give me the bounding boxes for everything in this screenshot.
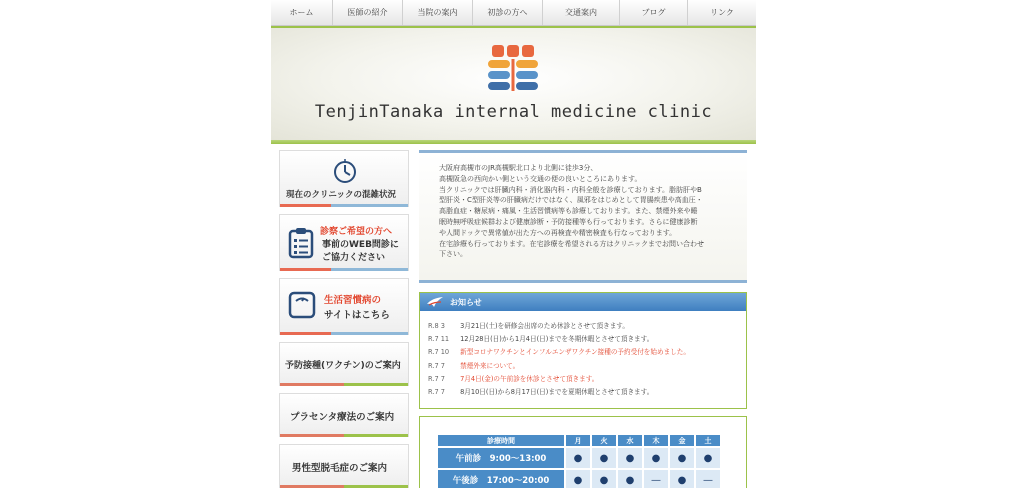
news-text: 3月21日(土)を研修会出席のため休診とさせて頂きます。 xyxy=(460,322,629,330)
vaccine-label: 予防接種(ワクチン)のご案内 xyxy=(285,361,401,371)
web-q-line2: 事前のWEB問診に xyxy=(322,240,399,250)
hours-row-label: 午前診 9:00〜13:00 xyxy=(438,448,564,468)
nav-item-doctor[interactable]: 医師の紹介 xyxy=(333,0,403,25)
site-wrapper xyxy=(271,0,756,488)
hours-row-morning xyxy=(438,448,720,468)
day-header: 水 xyxy=(618,435,642,446)
intro-line: 下さい。 xyxy=(439,250,467,259)
closed-mark: — xyxy=(651,474,661,486)
vaccine-banner[interactable] xyxy=(279,342,409,386)
hours-row-label: 午後診 17:00〜20:00 xyxy=(438,470,564,488)
day-header: 木 xyxy=(644,435,668,446)
intro-line: 在宅診療も行っております。在宅診療を希望される方はクリニックまでお問い合わせ xyxy=(439,239,705,248)
intro-line: 型肝炎・C型肝炎等の肝臓病だけではなく、風邪をはじめとして胃腸疾患や高血圧・ xyxy=(439,196,703,205)
placenta-banner[interactable] xyxy=(279,393,409,437)
news-section xyxy=(419,292,747,409)
aga-banner[interactable] xyxy=(279,444,409,488)
clipboard-icon xyxy=(288,227,314,259)
hours-header: 診療時間 xyxy=(438,435,564,446)
hours-table xyxy=(436,433,722,488)
clock-icon xyxy=(332,159,358,185)
news-item[interactable] xyxy=(428,360,746,373)
open-mark: ● xyxy=(625,452,635,464)
hours-header-row xyxy=(438,435,720,446)
nav-item-first-visit[interactable]: 初診の方へ xyxy=(473,0,543,25)
news-item[interactable] xyxy=(428,386,746,399)
news-item[interactable] xyxy=(428,373,746,386)
bird-icon xyxy=(426,296,444,308)
open-mark: ● xyxy=(599,474,609,486)
sidebar xyxy=(279,150,409,488)
web-questionnaire-banner[interactable] xyxy=(279,214,409,271)
news-title: お知らせ xyxy=(450,297,482,307)
news-item[interactable] xyxy=(428,346,746,359)
lifestyle-line1: 生活習慣病の xyxy=(324,295,382,306)
clinic-logo-icon[interactable] xyxy=(486,43,540,93)
site-header xyxy=(271,28,756,140)
intro-line: 当クリニックでは肝臓内科・消化器内科・内科全般を診療しております。脂肪肝やB xyxy=(439,185,702,194)
open-mark: ● xyxy=(677,452,687,464)
open-mark: ● xyxy=(651,452,661,464)
intro-section xyxy=(419,150,747,283)
scale-icon xyxy=(288,291,316,319)
web-q-line1: 診察ご希望の方へ xyxy=(320,227,393,237)
intro-line: 眠時無呼吸症候群および健康診断・予防接種等も行っております。さらに健康診断 xyxy=(439,217,698,226)
day-header: 火 xyxy=(592,435,616,446)
news-item[interactable] xyxy=(428,320,746,333)
open-mark: ● xyxy=(599,452,609,464)
congestion-label: 現在のクリニックの混雑状況 xyxy=(286,190,396,200)
news-link[interactable]: 新型コロナワクチンとインフルエンザワクチン接種の予約受付を始めました。 xyxy=(460,348,690,357)
news-header xyxy=(420,293,746,311)
intro-line: 高脂血症・糖尿病・痛風・生活習慣病等も診療しております。また、禁煙外来や睡 xyxy=(439,207,698,216)
news-text: 12月28日(日)から1月4日(日)までを冬期休暇とさせて頂きます。 xyxy=(460,335,654,344)
hours-section xyxy=(419,416,747,488)
news-date: R.7 11 xyxy=(428,335,450,344)
header-accent-line xyxy=(271,140,756,144)
placenta-label: プラセンタ療法のご案内 xyxy=(290,412,395,423)
congestion-banner[interactable] xyxy=(279,150,409,207)
news-text: 8月10日(日)から8月17日(日)までを夏期休暇とさせて頂きます。 xyxy=(460,388,654,397)
intro-line: や人間ドックで異常値が出た方への再検査や精密検査も行なっております。 xyxy=(439,228,677,237)
day-header: 月 xyxy=(566,435,590,446)
open-mark: ● xyxy=(703,452,713,464)
web-q-line3: ご協力ください xyxy=(322,253,386,263)
news-date: R.7 7 xyxy=(428,388,445,397)
intro-line: 高槻阪急の西向かい側という交通の便の良いところにあります。 xyxy=(439,174,642,183)
hours-row-afternoon xyxy=(438,470,720,488)
news-date: R.7 10 xyxy=(428,348,450,357)
nav-item-access[interactable]: 交通案内 xyxy=(543,0,620,25)
nav-item-clinic[interactable]: 当院の案内 xyxy=(403,0,473,25)
nav-item-home[interactable]: ホーム xyxy=(271,0,333,25)
news-item[interactable] xyxy=(428,333,746,346)
news-link[interactable]: 7月4日(金)の午前診を休診とさせて頂きます。 xyxy=(460,374,599,383)
news-list xyxy=(420,311,746,399)
day-header: 金 xyxy=(670,435,694,446)
open-mark: ● xyxy=(573,452,583,464)
lifestyle-disease-banner[interactable] xyxy=(279,278,409,335)
news-date: R.8 3 xyxy=(428,322,445,330)
nav-item-links[interactable]: リンク xyxy=(710,8,734,17)
news-date: R.7 7 xyxy=(428,361,445,370)
closed-mark: — xyxy=(703,474,713,486)
lifestyle-line2: サイトはこちら xyxy=(324,310,390,321)
open-mark: ● xyxy=(573,474,583,486)
aga-label: 男性型脱毛症のご案内 xyxy=(292,463,388,474)
intro-line: 大阪府高槻市のJR高槻駅北口より北側に徒歩3分、 xyxy=(439,164,598,172)
open-mark: ● xyxy=(677,474,687,486)
open-mark: ● xyxy=(625,474,635,486)
nav-item-blog[interactable]: ブログ xyxy=(620,0,688,25)
global-nav xyxy=(271,0,756,26)
news-date: R.7 7 xyxy=(428,374,445,383)
news-link[interactable]: 禁煙外来について。 xyxy=(460,361,520,370)
site-name: TenjinTanaka internal medicine clinic xyxy=(314,102,713,122)
day-header: 土 xyxy=(696,435,720,446)
